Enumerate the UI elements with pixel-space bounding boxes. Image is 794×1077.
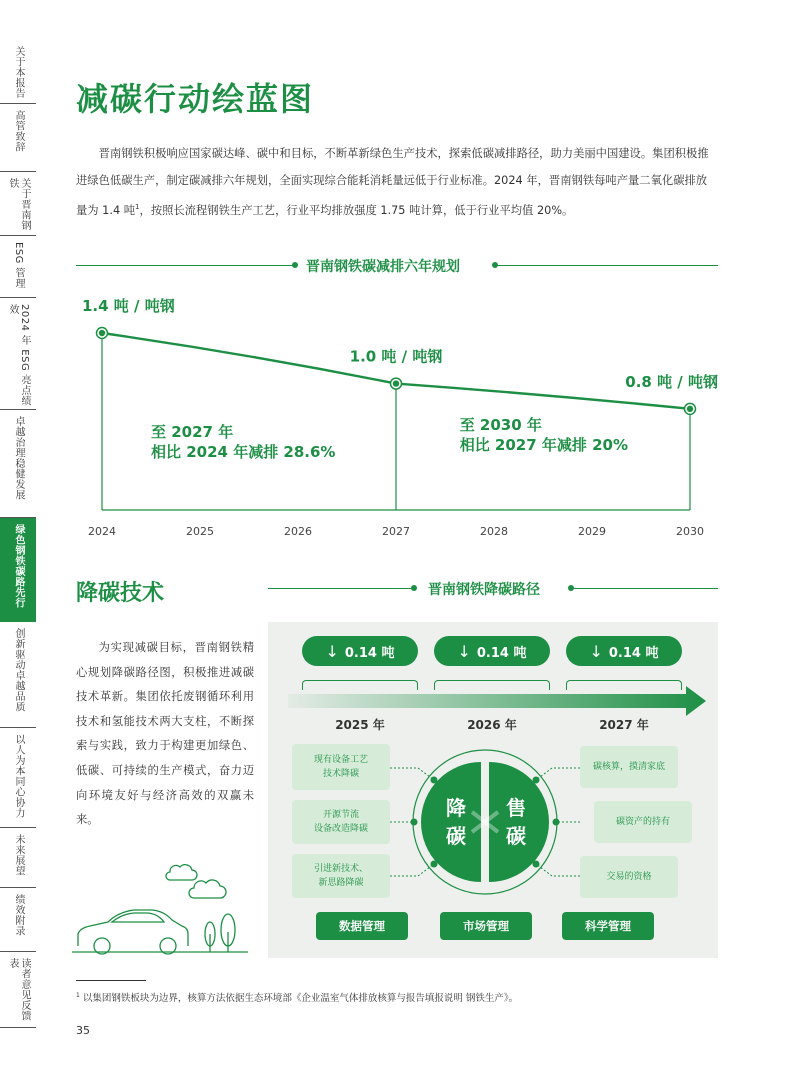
sidebar-item-label: 2024 年 ESG 亮点绩效	[7, 304, 30, 407]
sidebar-item-label: 绩效附录	[13, 894, 24, 936]
annotation-line: 相比 2027 年减排 20%	[459, 436, 629, 454]
sidebar-item[interactable]	[0, 104, 36, 172]
data-point	[687, 406, 693, 412]
reduction-plan-chart	[70, 285, 730, 555]
pill-value: 0.14 吨	[344, 645, 395, 661]
page-number: 35	[76, 1024, 90, 1037]
left-step: 引进新技术、 新思路降碳	[292, 854, 390, 898]
annotation-line: 至 2027 年	[151, 423, 234, 441]
intro-text-2: ，按照长流程钢铁生产工艺，行业平均排放强度 1.75 吨计算，低于行业平均值 20%。	[139, 203, 574, 217]
footnote-ref: 1	[135, 203, 140, 211]
pill-value: 0.14 吨	[476, 645, 527, 661]
tech-title: 降碳技术	[76, 581, 165, 606]
roadmap-heading: 晋南钢铁降碳路径	[428, 582, 540, 598]
reduction-pill	[302, 636, 418, 666]
annotation-line: 相比 2024 年减排 28.6%	[151, 443, 336, 461]
footnote	[76, 990, 518, 1004]
divider-line	[496, 265, 718, 266]
x-tick-label: 2029	[578, 525, 606, 538]
car-illustration	[72, 850, 248, 960]
sidebar-item-label: 创新驱动卓越品质	[13, 628, 24, 712]
sidebar-item-label: 以人为本同心协力	[13, 734, 24, 818]
left-step: 现有设备工艺 技术降碳	[292, 744, 390, 790]
sidebar-item[interactable]	[0, 236, 36, 298]
intro-paragraph	[76, 140, 718, 224]
year-label: 2027 年	[599, 718, 649, 732]
data-point	[99, 330, 105, 336]
annotation-line: 至 2030 年	[459, 416, 542, 434]
point-label: 0.8 吨 / 吨钢	[625, 372, 718, 391]
sidebar-item-label: 读者意见反馈表	[7, 958, 30, 1021]
sidebar-item[interactable]	[0, 410, 36, 518]
divider-dot	[292, 262, 298, 268]
left-step: 开源节流 设备改造降碳	[292, 800, 390, 844]
sidebar-item-label: 绿色钢铁碳路先行	[13, 524, 24, 608]
sidebar-item[interactable]	[0, 622, 36, 728]
divider-line	[572, 588, 718, 589]
circle-left-text: 降 碳	[446, 796, 466, 848]
sidebar-item[interactable]	[0, 828, 36, 888]
reduction-pill	[434, 636, 550, 666]
down-arrow-icon: ↓	[457, 641, 471, 661]
timeline-arrow	[268, 684, 718, 718]
sidebar-item[interactable]	[0, 40, 36, 104]
management-label: 数据管理	[316, 912, 408, 940]
footnote-text: 以集团钢铁板块为边界，核算方法依据生态环境部《企业温室气体排放核算与报告填报说明 钢铁生产》。	[82, 993, 519, 1004]
intro-text-1: 晋南钢铁积极响应国家碳达峰、碳中和目标，不断革新绿色生产技术，探索低碳减排路径，助力美丽中国建设。集团积极推进绿色低碳生产，制定碳减排六年规划，全面实现综合能耗消耗量远低于行业标准。2024 年，晋南钢铁每吨产量二氧化碳排放量为 1.4 吨	[76, 147, 709, 217]
footnote-marker: 1	[76, 991, 80, 999]
x-tick-label: 2030	[676, 525, 704, 538]
point-label: 1.4 吨 / 吨钢	[82, 297, 175, 315]
sidebar-item[interactable]	[0, 518, 36, 622]
x-tick-label: 2024	[88, 525, 116, 538]
sidebar-item[interactable]	[0, 952, 36, 1028]
right-step: 交易的资格	[580, 856, 678, 898]
right-step: 碳资产的持有	[594, 801, 692, 843]
sidebar-item[interactable]	[0, 298, 36, 410]
footnote-rule	[76, 980, 146, 981]
cloud-icon	[189, 880, 226, 898]
car-icon	[78, 910, 188, 946]
side-navigation	[0, 40, 36, 1028]
year-label: 2026 年	[467, 718, 517, 732]
divider-line	[76, 265, 294, 266]
right-step: 碳核算，摸清家底	[580, 746, 678, 788]
tech-paragraph: 为实现减碳目标，晋南钢铁精心规划降碳路径图，积极推进减碳技术革新。集团依托废钢循环利用技术和氢能技术两大支柱，不断探索与实践，致力于构建更加绿色、低碳、可持续的生产模式，奋力迈向环境友好与经济高效的双赢未来。	[76, 641, 254, 827]
page-title: 减碳行动绘蓝图	[76, 80, 315, 118]
divider-dot	[411, 585, 417, 591]
year-label: 2025 年	[335, 718, 385, 732]
management-label: 科学管理	[562, 912, 654, 940]
sidebar-item[interactable]	[0, 728, 36, 828]
down-arrow-icon: ↓	[325, 641, 339, 661]
data-point	[393, 380, 399, 386]
x-tick-label: 2026	[284, 525, 312, 538]
down-arrow-icon: ↓	[589, 641, 603, 661]
sidebar-item-label: 卓越治理稳健发展	[13, 416, 24, 500]
sidebar-item-label: 关于晋南钢铁	[7, 178, 30, 231]
cloud-icon	[166, 865, 197, 880]
sidebar-item-label: 关于本报告	[13, 46, 24, 99]
sidebar-item-label: 高管致辞	[13, 110, 24, 152]
management-label: 市场管理	[440, 912, 532, 940]
roadmap-panel	[268, 622, 718, 958]
divider-line	[268, 588, 414, 589]
circle-right-text: 售 碳	[506, 796, 526, 848]
sidebar-item-label: 未来展望	[13, 834, 24, 876]
sidebar-item-label: ESG 管理	[13, 242, 24, 289]
sidebar-item[interactable]	[0, 888, 36, 952]
x-tick-label: 2028	[480, 525, 508, 538]
point-label: 1.0 吨 / 吨钢	[349, 347, 443, 366]
pill-value: 0.14 吨	[608, 645, 659, 661]
x-tick-label: 2027	[382, 525, 410, 538]
x-tick-label: 2025	[186, 525, 214, 538]
plan-heading: 晋南钢铁碳减排六年规划	[306, 259, 460, 275]
sidebar-item[interactable]	[0, 172, 36, 236]
reduction-pill	[566, 636, 682, 666]
